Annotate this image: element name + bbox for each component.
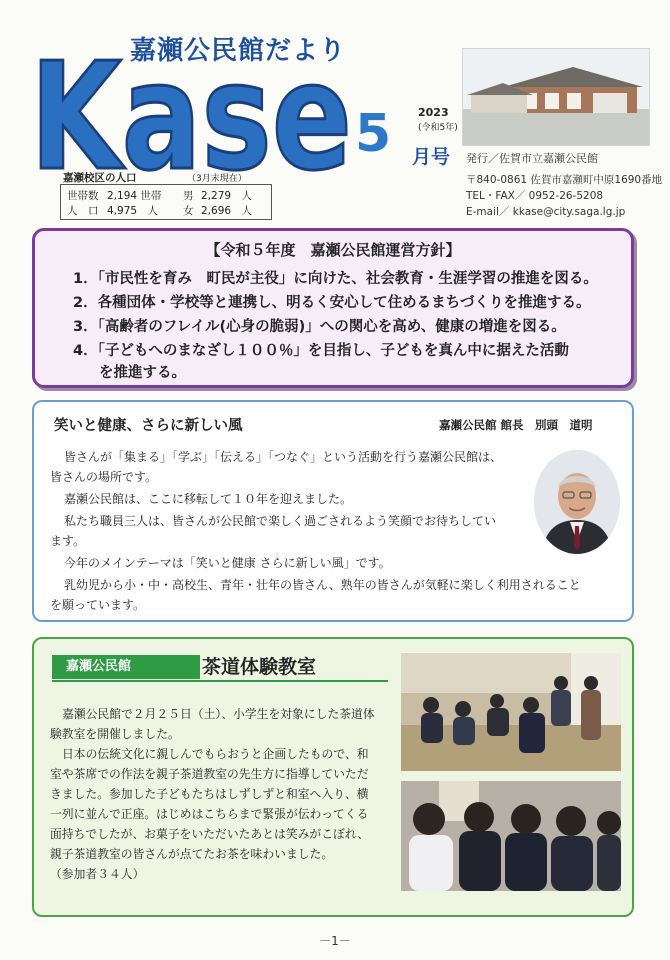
tea-class-photo-1 bbox=[401, 653, 621, 771]
households-label: 世帯数 bbox=[67, 190, 99, 202]
tea-line: 一列に並んで正座。はじめはこちらまで緊張が伝わってくる bbox=[50, 807, 369, 821]
tea-line: 室や茶席での作法を親子茶道教室の先生方に指導していただ bbox=[50, 767, 369, 781]
greeting-line: 乳幼児から小・中・高校生、青年・壮年の皆さん、熟年の皆さんが気軽に楽しく利用されること bbox=[64, 578, 581, 592]
population-table bbox=[60, 184, 272, 220]
policy-item-continuation: を推進する。 bbox=[99, 365, 186, 381]
logo-text: Kase bbox=[30, 31, 352, 178]
policy-item: 2．各種団体・学校等と連携し、明るく安心して住めるまちづくりを推進する。 bbox=[73, 295, 591, 311]
policy-item: 3．「高齢者のフレイル(心身の脆弱)」への関心を高め、健康の増進を図る。 bbox=[73, 319, 566, 335]
issue-suffix: 月号 bbox=[412, 146, 451, 168]
policy-title: 【令和５年度 嘉瀬公民館運営方針】 bbox=[205, 241, 461, 259]
female-label: 女 bbox=[183, 205, 194, 217]
people-value: 4,975 人 bbox=[107, 205, 159, 217]
people-label: 人 口 bbox=[67, 205, 99, 217]
greeting-line: 嘉瀬公民館は、ここに移転して１０年を迎えました。 bbox=[64, 492, 353, 506]
greeting-line: 皆さんが「集まる」「学ぶ」「伝える」「つなぐ」という活動を行う嘉瀬公民館は、 bbox=[64, 450, 503, 464]
contact-email[interactable]: E-mail／ kkase@city.saga.lg.jp bbox=[466, 206, 626, 218]
male-value: 2,279 人 bbox=[201, 190, 253, 202]
greeting-line: ます。 bbox=[50, 534, 86, 548]
policy-item: 1．「市民性を育み 町民が主役」に向けた、社会教育・生涯学習の推進を図る。 bbox=[73, 271, 598, 287]
greeting-author: 嘉瀬公民館 館長 別頭 道明 bbox=[439, 418, 593, 432]
households-value: 2,194 世帯 bbox=[107, 190, 162, 202]
male-label: 男 bbox=[183, 190, 194, 202]
publisher: 発行／佐賀市立嘉瀬公民館 bbox=[466, 152, 598, 165]
issue-number: 5 bbox=[355, 104, 392, 164]
issue-year: 2023 bbox=[418, 106, 449, 119]
issue-era: (令和5年) bbox=[418, 123, 458, 133]
tea-line: きました。参加した子どもたちはしずしずと和室へ入り、横 bbox=[50, 787, 369, 801]
contact-tel: TEL・FAX／ 0952-26-5208 bbox=[466, 190, 604, 202]
tea-ceremony-box bbox=[32, 637, 634, 917]
tea-line: 面持ちでしたが、お菓子をいただいたあとは笑みがこぼれ、 bbox=[50, 827, 370, 841]
tea-line: 日本の伝統文化に親しんでもらおうと企画したもので、和 bbox=[62, 747, 369, 761]
population-as-of: （3月末現在） bbox=[187, 174, 247, 184]
greeting-box bbox=[32, 400, 634, 622]
section-tag: 嘉瀬公民館 bbox=[52, 655, 200, 679]
greeting-line: 今年のメインテーマは「笑いと健康 さらに新しい風」です。 bbox=[64, 556, 391, 570]
newsletter-title: 嘉瀬公民館だより bbox=[130, 36, 347, 66]
greeting-line: 私たち職員三人は、皆さんが公民館で楽しく過ごされるよう笑顔でお待ちしてい bbox=[64, 514, 497, 528]
tea-line: 験教室を開催しました。 bbox=[50, 727, 180, 741]
tea-line: 嘉瀬公民館で２月２５日（土）、小学生を対象にした茶道体 bbox=[62, 707, 375, 721]
tea-title: 茶道体験教室 bbox=[202, 656, 317, 678]
director-portrait bbox=[534, 450, 620, 554]
tea-line: 親子茶道教室の皆さんが点てたお茶を味わいました。 bbox=[50, 847, 334, 861]
title-underline bbox=[52, 680, 388, 682]
female-value: 2,696 人 bbox=[201, 205, 253, 217]
greeting-line: 皆さんの場所です。 bbox=[50, 470, 158, 484]
population-title: 嘉瀬校区の人口 bbox=[63, 172, 137, 184]
greeting-title: 笑いと健康、さらに新しい風 bbox=[54, 418, 243, 434]
policy-item: 4．「子どもへのまなざし１００％」を目指し、子どもを真ん中に据えた活動 bbox=[73, 343, 569, 359]
tea-class-photo-2 bbox=[401, 781, 621, 891]
contact-address: 〒840-0861 佐賀市嘉瀬町中原1690番地 bbox=[466, 174, 663, 186]
page-number: －1－ bbox=[319, 934, 351, 948]
community-hall-photo bbox=[462, 48, 650, 146]
policy-box bbox=[32, 228, 634, 388]
greeting-line: を願っています。 bbox=[50, 598, 146, 612]
tea-line: （参加者３４人） bbox=[50, 867, 145, 881]
